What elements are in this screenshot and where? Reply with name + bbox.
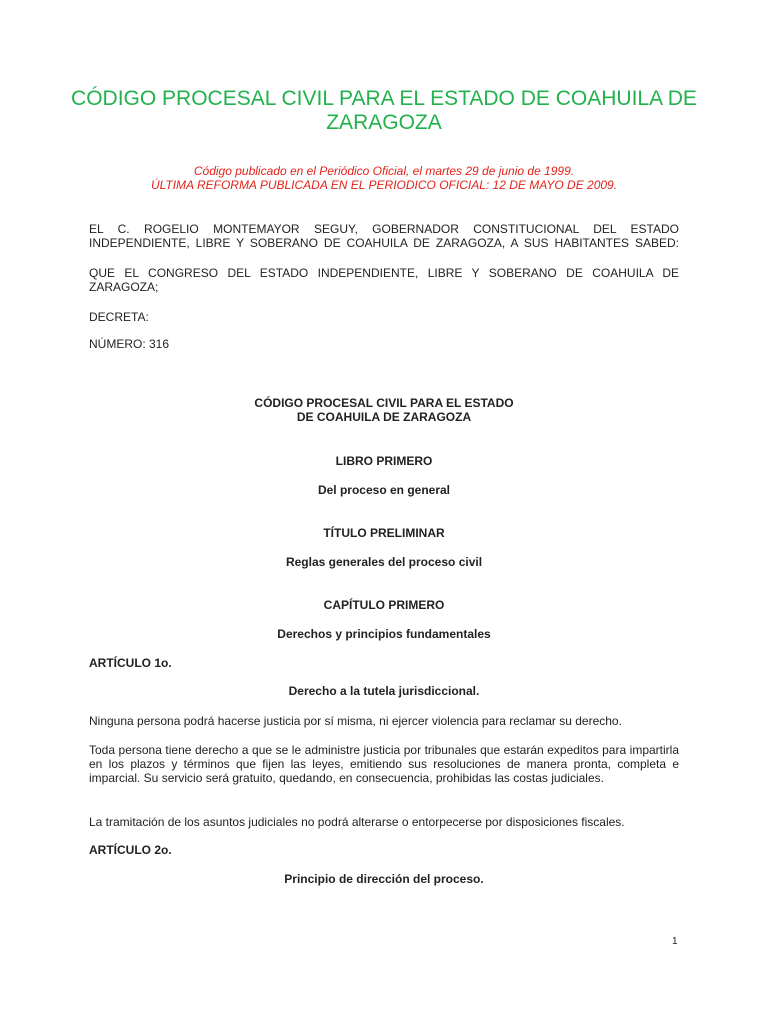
document-title: CÓDIGO PROCESAL CIVIL PARA EL ESTADO DE COAHUILA DE ZARAGOZA bbox=[71, 87, 697, 134]
intro-paragraph: EL C. ROGELIO MONTEMAYOR SEGUY, GOBERNADOR CONSTITUCIONAL DEL ESTADO INDEPENDIENTE, LIBRE Y SOBERANO DE COAHUILA DE ZARAGOZA, A SUS HABITANTES SABED: bbox=[89, 222, 679, 250]
article-1-subtitle: Derecho a la tutela jurisdiccional. bbox=[288, 684, 480, 698]
article-1-paragraph-2: Toda persona tiene derecho a que se le administre justicia por tribunales que estarán expeditos para impartirla en los plazos y términos que fijen las leyes, emitiendo sus resoluciones de manera pronta, completa e imparcial. Su servicio será gratuito, quedando, en consecuencia, prohibidas las costas judiciales. bbox=[89, 743, 679, 785]
titulo-heading: TÍTULO PRELIMINAR bbox=[323, 526, 445, 540]
article-1-paragraph-1: Ninguna persona podrá hacerse justicia por sí misma, ni ejercer violencia para reclamar su derecho. bbox=[89, 714, 622, 728]
code-title bbox=[89, 396, 679, 424]
capitulo-heading: CAPÍTULO PRIMERO bbox=[323, 598, 445, 612]
code-title-line-2: DE COAHUILA DE ZARAGOZA bbox=[296, 410, 472, 424]
congress-paragraph: QUE EL CONGRESO DEL ESTADO INDEPENDIENTE, LIBRE Y SOBERANO DE COAHUILA DE ZARAGOZA; bbox=[89, 266, 679, 294]
article-2-heading: ARTÍCULO 2o. bbox=[89, 843, 172, 857]
publication-note bbox=[60, 164, 708, 192]
capitulo-subtitle: Derechos y principios fundamentales bbox=[277, 627, 491, 641]
numero-text: NÚMERO: 316 bbox=[89, 337, 170, 351]
article-1-paragraph-3: La tramitación de los asuntos judiciales no podrá alterarse o entorpecerse por disposiciones fiscales. bbox=[89, 815, 625, 829]
libro-subtitle: Del proceso en general bbox=[317, 483, 451, 497]
titulo-subtitle: Reglas generales del proceso civil bbox=[285, 555, 483, 569]
publication-line: Código publicado en el Periódico Oficial, el martes 29 de junio de 1999. bbox=[193, 164, 575, 178]
page-number: 1 bbox=[672, 936, 678, 947]
article-1-heading: ARTÍCULO 1o. bbox=[89, 656, 172, 670]
decreta-text: DECRETA: bbox=[89, 310, 149, 324]
libro-heading: LIBRO PRIMERO bbox=[335, 454, 433, 468]
article-2-subtitle: Principio de dirección del proceso. bbox=[284, 872, 484, 886]
code-title-line-1: CÓDIGO PROCESAL CIVIL PARA EL ESTADO bbox=[254, 396, 514, 410]
reform-line: ÚLTIMA REFORMA PUBLICADA EN EL PERIODICO OFICIAL: 12 DE MAYO DE 2009. bbox=[150, 178, 618, 192]
